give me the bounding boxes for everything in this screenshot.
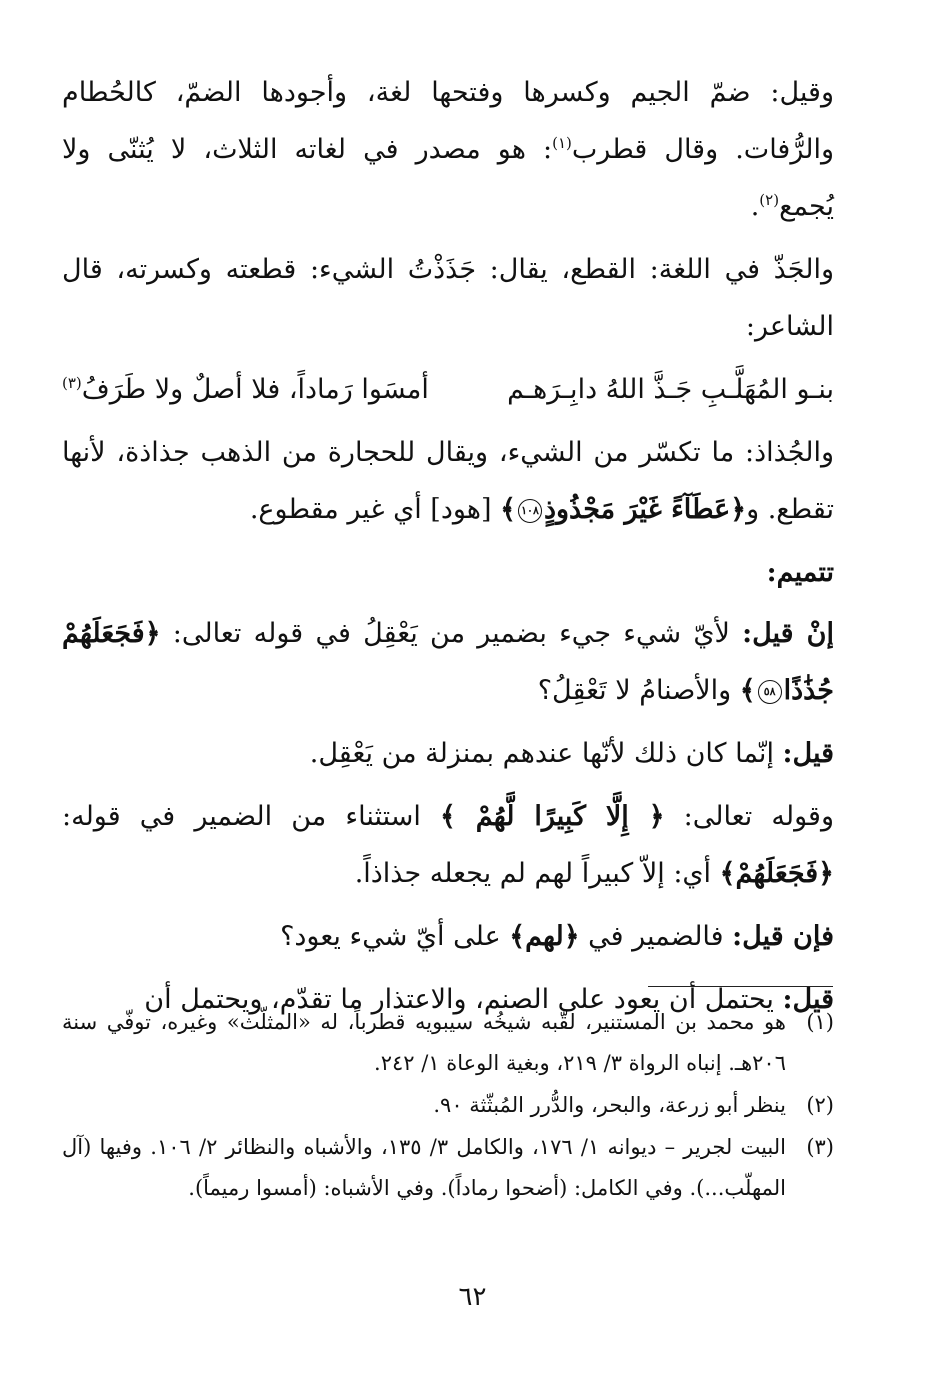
quran-quote-hud-text: ﴿عَطَآءً غَيْرَ مَجْذُوذٍ xyxy=(544,494,747,525)
footnote-ref-3[interactable]: (٣) xyxy=(62,374,82,392)
footnote-item xyxy=(62,1127,834,1209)
paragraph-6-text-b: استثناء من الضمير في قوله: xyxy=(62,801,441,832)
paragraph-4-text: لأيّ شيء جيء بضمير من يَعْقِلُ في قوله تعالى: xyxy=(160,618,743,649)
paragraph-8-text: يحتمل أن يعود على الصنم، والاعتذار ما تقدّم، ويحتمل أن xyxy=(144,984,783,1015)
quran-quote-hud-close: ﴾ xyxy=(500,494,516,525)
paragraph-1-text-b: : هو مصدر في لغاته الثلاث، لا يُثنّى ولا يُجمع xyxy=(62,134,834,222)
verse-first-hemistich: بنـو المُهَلَّـبِ جَـذَّ اللهُ دابِـرَهـم xyxy=(507,374,834,405)
paragraph-3 xyxy=(62,424,834,538)
question-label: إنْ قيل: xyxy=(742,618,834,649)
paragraph-5-text: إنّما كان ذلك لأنّها عندهم بمنزلة من يَعْقِل. xyxy=(309,738,783,769)
answer-label: قيل: xyxy=(782,984,834,1015)
footnote-text: هو محمد بن المستنير، لقّبه شيخُه سيبويه قطرباً، له «المثلّث» وغيره، توفّي سنة ٢٠٦هـ. إنباه الرواة ٣/ ٢١٩، وبغية الوعاة ١/ ٢٤٢. xyxy=(62,1010,786,1075)
footnote-text: ينظر أبو زرعة، والبحر، والدُّرر المُبثّثة ٩٠. xyxy=(433,1093,786,1117)
paragraph-3-text-b: [هود] أي غير مقطوع. xyxy=(249,494,501,525)
ayah-number-marker: ٥٨ xyxy=(758,680,782,704)
footnote-number: (٢) xyxy=(806,1093,834,1117)
paragraph-1-end: . xyxy=(750,191,760,222)
footnote-number: (١) xyxy=(806,1010,834,1034)
page-number: ٦٢ xyxy=(458,1282,487,1312)
answer-label: قيل: xyxy=(782,738,834,769)
paragraph-7-text: فالضمير في xyxy=(579,921,733,952)
section-heading: تتميم: xyxy=(766,557,834,588)
footnote-item xyxy=(62,1002,834,1084)
poem-verse xyxy=(62,361,834,418)
verse-second-hemistich-text: أمسَوا رَماداً، فلا أصلٌ ولا طَرَفُ xyxy=(81,374,429,405)
paragraph-2 xyxy=(62,241,834,355)
ayah-number-marker: ١٠٨ xyxy=(518,499,542,523)
footnote-item xyxy=(62,1085,834,1126)
paragraph-1-text: وقيل: ضمّ الجيم وكسرها وفتحها لغة، وأجودها الضمّ، كالحُطام والرُّفات. وقال قطرب xyxy=(62,77,834,165)
quran-quote-lahum: ﴿لهم﴾ xyxy=(509,921,580,952)
paragraph-5 xyxy=(62,725,834,782)
paragraph-2-text: والجَذّ في اللغة: القطع، يقال: جَذَذْتُ الشيء: قطعته وكسرته، قال الشاعر: xyxy=(62,254,834,342)
paragraph-1 xyxy=(62,64,834,235)
footnotes xyxy=(62,1002,834,1210)
paragraph-3-text: والجُذاذ: ما تكسّر من الشيء، ويقال للحجارة من الذهب جذاذة، لأنها تقطع. و xyxy=(62,437,834,525)
paragraph-6-text-c: أي: إلاّ كبيراً لهم لم يجعله جذاذاً. xyxy=(354,858,720,889)
page-body xyxy=(62,64,834,1034)
question-label: فإن قيل: xyxy=(732,921,834,952)
quran-quote-illa-kabiran: ﴿ إِلَّا كَبِيرًا لَّهُمْ ﴾ xyxy=(440,801,665,832)
verse-second-hemistich xyxy=(62,361,429,418)
quran-quote-hud xyxy=(500,494,746,525)
quran-quote-fajaalahum: ﴿فَجَعَلَهُمْ﴾ xyxy=(719,858,834,889)
quran-quote-anbiya-close: ﴾ xyxy=(739,675,756,706)
footnote-ref-2[interactable]: (٢) xyxy=(759,191,780,209)
paragraph-7 xyxy=(62,908,834,965)
footnote-text: البيت لجرير – ديوانه ١/ ١٧٦، والكامل ٣/ ١٣٥، والأشباه والنظائر ٢/ ١٠٦. وفيها (آل المهلّب...). وفي الكامل: (أضحوا رماداً). وفي الأشباه: (أمسوا رميماً). xyxy=(62,1135,786,1200)
paragraph-4-text-b: والأصنامُ لا تَعْقِلُ؟ xyxy=(537,675,740,706)
quran-quote-anbiya-text: ﴿فَجَعَلَهُمْ جُذَٰذًا xyxy=(62,618,834,706)
paragraph-4 xyxy=(62,605,834,719)
paragraph-6 xyxy=(62,788,834,902)
footnote-divider xyxy=(648,986,833,987)
footnote-number: (٣) xyxy=(806,1135,834,1159)
paragraph-7-text-b: على أيّ شيء يعود؟ xyxy=(280,921,510,952)
paragraph-6-text: وقوله تعالى: xyxy=(664,801,834,832)
footnote-ref-1[interactable]: (١) xyxy=(552,134,572,152)
